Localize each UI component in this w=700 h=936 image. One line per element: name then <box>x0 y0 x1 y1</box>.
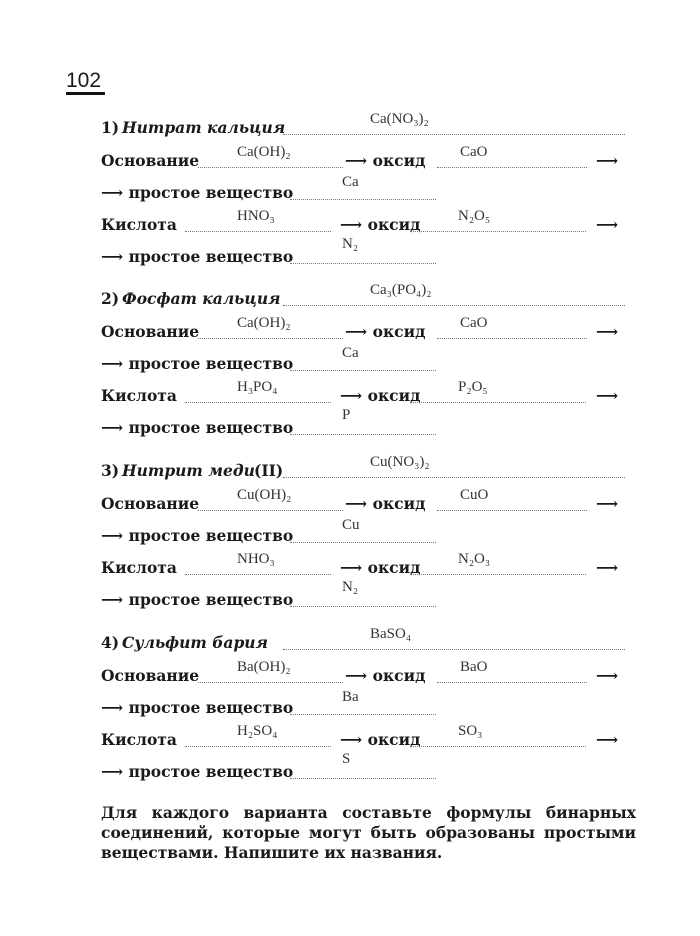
arrow: ⟶ <box>596 666 619 685</box>
acid-oxide-formula: SO₃ <box>458 723 483 739</box>
metal-answer-line[interactable] <box>290 199 436 200</box>
section-number: 2) <box>101 289 120 308</box>
salt-formula: Ca(NO₃)₂ <box>370 111 429 127</box>
acid-answer-line[interactable] <box>185 402 331 403</box>
acid-formula: HNO₃ <box>237 208 275 224</box>
base-label: Основание <box>101 666 200 685</box>
oxide-arrow-label: ⟶ оксид <box>345 151 426 170</box>
nonmetal-answer-line[interactable] <box>290 434 436 435</box>
salt-formula: BaSO₄ <box>370 626 412 642</box>
base-answer-line[interactable] <box>198 682 343 683</box>
base-label: Основание <box>101 322 200 341</box>
salt-name: Нитрит меди <box>122 461 255 480</box>
metal-formula: Ca <box>342 345 359 361</box>
metal-formula: Ca <box>342 174 359 190</box>
section-number: 3) <box>101 461 120 480</box>
oxide-arrow-label: ⟶ оксид <box>340 386 421 405</box>
arrow: ⟶ <box>596 215 619 234</box>
oxide-arrow-label: ⟶ оксид <box>345 322 426 341</box>
acid-oxide-formula: N₂O₃ <box>458 551 491 567</box>
simple-substance-label: ⟶ простое вещество <box>101 762 294 781</box>
nonmetal-answer-line[interactable] <box>290 263 436 264</box>
simple-substance-label: ⟶ простое вещество <box>101 354 294 373</box>
base-label: Основание <box>101 494 200 513</box>
acid-answer-line[interactable] <box>185 231 331 232</box>
nonmetal-formula: S <box>342 751 351 767</box>
salt-answer-line[interactable] <box>283 477 625 478</box>
base-oxide-formula: CaO <box>460 315 488 331</box>
arrow: ⟶ <box>596 322 619 341</box>
metal-formula: Cu <box>342 517 360 533</box>
acid-formula: H₂SO₄ <box>237 723 278 739</box>
base-formula: Cu(OH)₂ <box>237 487 292 503</box>
oxide-arrow-label: ⟶ оксид <box>345 666 426 685</box>
nonmetal-formula: P <box>342 407 351 423</box>
oxide-arrow-label: ⟶ оксид <box>340 558 421 577</box>
base-oxide-formula: CaO <box>460 144 488 160</box>
salt-answer-line[interactable] <box>283 305 625 306</box>
acid-oxide-answer-line[interactable] <box>410 574 586 575</box>
acid-answer-line[interactable] <box>185 746 331 747</box>
salt-answer-line[interactable] <box>283 134 625 135</box>
oxide-arrow-label: ⟶ оксид <box>340 215 421 234</box>
section-number: 1) <box>101 118 120 137</box>
salt-name: Сульфит бария <box>122 633 268 652</box>
base-answer-line[interactable] <box>198 510 343 511</box>
acid-formula: NHO₃ <box>237 551 275 567</box>
salt-answer-line[interactable] <box>283 649 625 650</box>
base-oxide-answer-line[interactable] <box>437 167 587 168</box>
section-number: 4) <box>101 633 120 652</box>
acid-oxide-formula: P₂O₅ <box>458 379 488 395</box>
acid-formula: H₃PO₄ <box>237 379 278 395</box>
arrow: ⟶ <box>596 151 619 170</box>
arrow: ⟶ <box>596 558 619 577</box>
metal-answer-line[interactable] <box>290 714 436 715</box>
task-text: Для каждого варианта составьте формулы бинарных соединений, которые могут быть образованы простыми веществами. Напишите их названия. <box>101 803 636 862</box>
acid-answer-line[interactable] <box>185 574 331 575</box>
nonmetal-formula: N₂ <box>342 236 359 252</box>
base-oxide-answer-line[interactable] <box>437 338 587 339</box>
simple-substance-label: ⟶ простое вещество <box>101 183 294 202</box>
metal-answer-line[interactable] <box>290 370 436 371</box>
salt-formula: Cu(NO₃)₂ <box>370 454 430 470</box>
salt-suffix: (II) <box>254 461 284 480</box>
base-oxide-answer-line[interactable] <box>437 682 587 683</box>
salt-formula: Ca₃(PO₄)₂ <box>370 282 432 298</box>
acid-label: Кислота <box>101 386 177 405</box>
base-oxide-formula: BaO <box>460 659 488 675</box>
acid-oxide-answer-line[interactable] <box>410 402 586 403</box>
acid-oxide-answer-line[interactable] <box>410 746 586 747</box>
nonmetal-answer-line[interactable] <box>290 778 436 779</box>
arrow: ⟶ <box>596 730 619 749</box>
base-answer-line[interactable] <box>198 338 343 339</box>
acid-label: Кислота <box>101 730 177 749</box>
acid-label: Кислота <box>101 215 177 234</box>
acid-oxide-formula: N₂O₅ <box>458 208 491 224</box>
salt-name: Нитрат кальция <box>122 118 286 137</box>
simple-substance-label: ⟶ простое вещество <box>101 247 294 266</box>
simple-substance-label: ⟶ простое вещество <box>101 698 294 717</box>
base-formula: Ba(OH)₂ <box>237 659 291 675</box>
metal-answer-line[interactable] <box>290 542 436 543</box>
oxide-arrow-label: ⟶ оксид <box>340 730 421 749</box>
metal-formula: Ba <box>342 689 359 705</box>
nonmetal-answer-line[interactable] <box>290 606 436 607</box>
acid-label: Кислота <box>101 558 177 577</box>
page-number: 102 <box>66 70 105 95</box>
simple-substance-label: ⟶ простое вещество <box>101 418 294 437</box>
simple-substance-label: ⟶ простое вещество <box>101 590 294 609</box>
oxide-arrow-label: ⟶ оксид <box>345 494 426 513</box>
arrow: ⟶ <box>596 386 619 405</box>
base-formula: Ca(OH)₂ <box>237 144 291 160</box>
arrow: ⟶ <box>596 494 619 513</box>
base-oxide-answer-line[interactable] <box>437 510 587 511</box>
simple-substance-label: ⟶ простое вещество <box>101 526 294 545</box>
salt-name: Фосфат кальция <box>122 289 281 308</box>
base-oxide-formula: CuO <box>460 487 489 503</box>
base-label: Основание <box>101 151 200 170</box>
acid-oxide-answer-line[interactable] <box>410 231 586 232</box>
base-answer-line[interactable] <box>198 167 343 168</box>
nonmetal-formula: N₂ <box>342 579 359 595</box>
base-formula: Ca(OH)₂ <box>237 315 291 331</box>
